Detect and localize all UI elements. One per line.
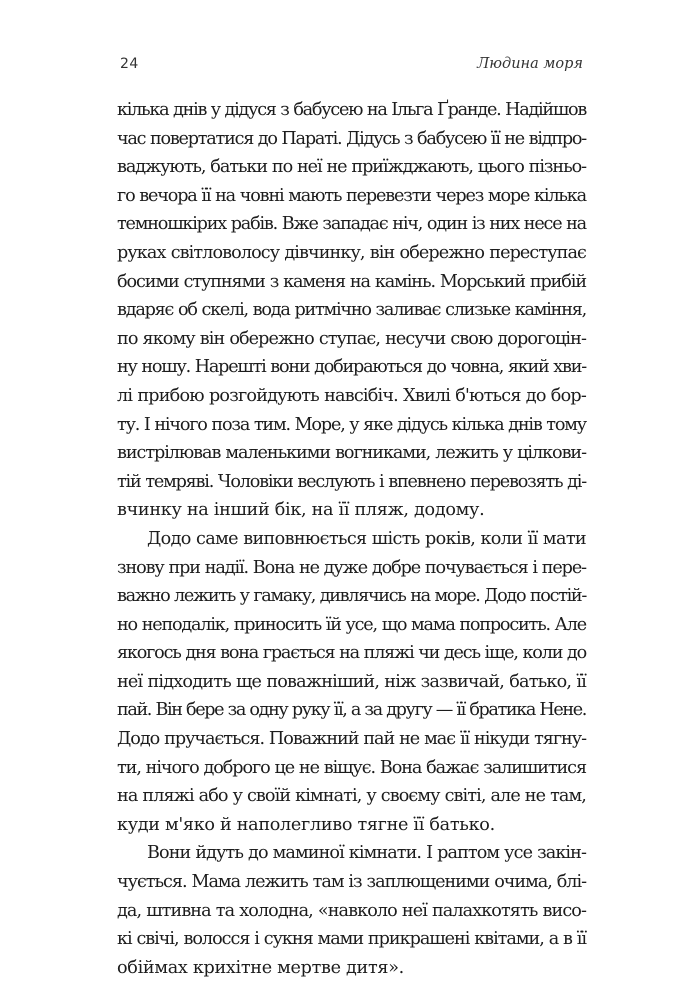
text-line: ти, нічого доброго це не віщує. Вона бажає залишитися xyxy=(117,757,586,778)
text-line: по якому він обережно ступає, несучи свою дорогоцін- xyxy=(117,328,586,349)
text-line: Вони йдуть до маминої кімнати. І раптом усе закін- xyxy=(147,843,586,864)
text-line: на пляжі або у своїй кімнаті, у своєму світі, але не там, xyxy=(117,786,586,807)
text-line: руках світловолосу дівчинку, він обережно переступає xyxy=(117,242,586,263)
text-line: темношкірих рабів. Вже западає ніч, один із них несе на xyxy=(117,214,586,235)
text-line: да, штивна та холодна, «навколо неї палахкотять висо- xyxy=(117,900,586,921)
text-line: неї підходить ще поважніший, ніж зазвичай, батько, її xyxy=(117,671,586,692)
text-line: обіймах крихітне мертве дитя». xyxy=(117,957,404,978)
text-line: Додо саме виповнюється шість років, коли її мати xyxy=(147,528,586,549)
text-line: тій темряві. Чоловіки веслують і впевнено перевозять ді- xyxy=(117,471,586,492)
text-line: чується. Мама лежить там із заплющеними очима, блі- xyxy=(117,872,586,893)
body-text xyxy=(117,96,586,982)
text-line: вчинку на інший бік, на її пляж, додому. xyxy=(117,500,485,521)
paragraph xyxy=(117,525,586,840)
text-line: куди м'яко й наполегливо тягне її батько. xyxy=(117,814,495,835)
page-header xyxy=(120,56,583,82)
text-line: якогось дня вона грається на пляжі чи десь іще, коли до xyxy=(117,643,586,664)
text-line: но неподалік, приносить їй усе, що мама попросить. Але xyxy=(117,614,586,635)
text-line: вистрілював маленькими вогниками, лежить у цілкови- xyxy=(117,443,586,464)
text-line: важно лежить у гамаку, дивлячись на море. Додо постій- xyxy=(117,586,586,607)
text-line: вдаряє об скелі, вода ритмічно заливає слизьке каміння, xyxy=(117,300,586,321)
running-head: Людина моря xyxy=(477,56,583,72)
text-line: кілька днів у дідуся з бабусею на Ільга Ґранде. Надійшов xyxy=(117,100,586,120)
paragraph xyxy=(117,96,586,525)
text-line: пай. Він бере за одну руку її, а за другу — її братика Нене. xyxy=(117,700,586,721)
page-number: 24 xyxy=(120,56,139,72)
text-line: знову при надії. Вона не дуже добре почувається і пере- xyxy=(117,557,586,578)
paragraph xyxy=(117,839,586,982)
text-line: го вечора її на човні мають перевезти через море кілька xyxy=(117,185,586,206)
text-line: ту. І нічого поза тим. Море, у яке дідусь кілька днів тому xyxy=(117,414,586,435)
text-line: час повертатися до Параті. Дідусь з бабусею її не відпро- xyxy=(117,128,586,149)
text-line: босими ступнями з каменя на камінь. Морський прибій xyxy=(117,271,586,292)
text-line: лі прибою розгойдують навсібіч. Хвилі б'ються до бор- xyxy=(117,385,586,406)
text-line: ваджують, батьки по неї не приїжджають, цього пізньо- xyxy=(117,157,586,178)
text-line: Додо пручається. Поважний пай не має її нікуди тягну- xyxy=(117,729,586,750)
text-line: кі свічі, волосся і сукня мами прикрашені квітами, а в її xyxy=(117,929,586,950)
text-line: ну ношу. Нарешті вони добираються до човна, який хви- xyxy=(117,357,586,378)
